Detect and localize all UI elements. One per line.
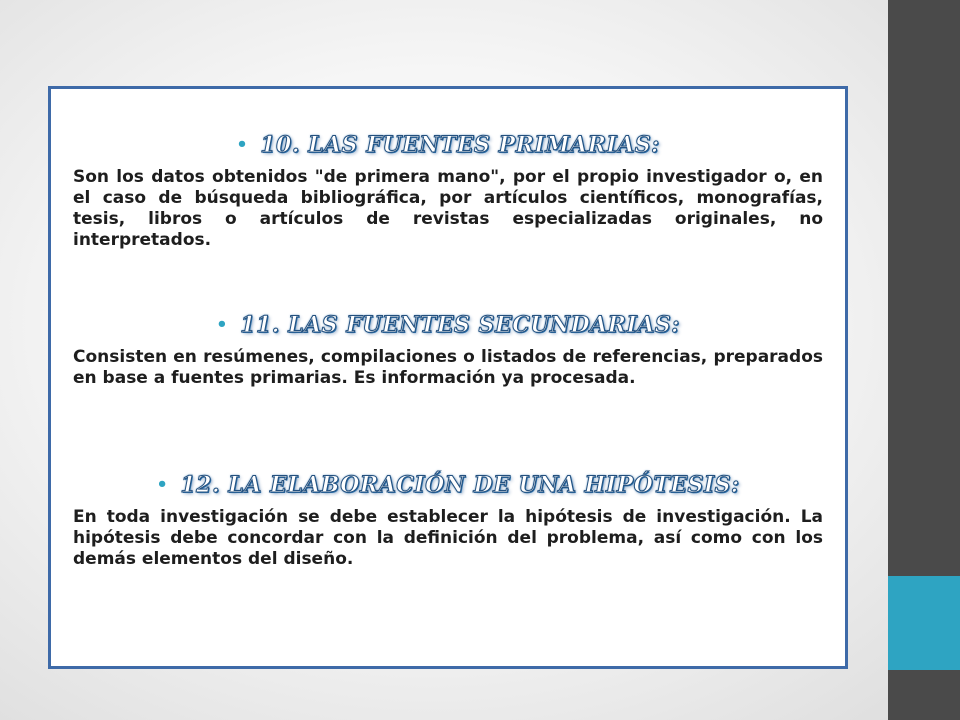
- section-heading-text: 12. LA ELABORACIÓN DE UNA HIPÓTESIS:: [180, 472, 740, 498]
- section-fuentes-secundarias: [73, 311, 823, 389]
- section-fuentes-primarias: [73, 131, 823, 251]
- bullet-icon: •: [156, 474, 169, 495]
- section-body: Son los datos obtenidos "de primera mano", por el propio investigador o, en el caso de búsqueda bibliográfica, por artículos científicos, monografías, tesis, libros o artículos de revistas especializadas originales, no interpretados.: [73, 167, 823, 250]
- section-heading: [73, 471, 823, 501]
- section-heading-text: 11. LAS FUENTES SECUNDARIAS:: [240, 312, 680, 338]
- section-elaboracion-hipotesis: [73, 471, 823, 570]
- content-box: [48, 86, 848, 669]
- bullet-icon: •: [216, 314, 229, 335]
- section-heading: [73, 131, 823, 161]
- section-body: Consisten en resúmenes, compilaciones o listados de referencias, preparados en base a fuentes primarias. Es información ya procesada.: [73, 347, 823, 388]
- section-heading-text: 10. LAS FUENTES PRIMARIAS:: [260, 132, 660, 158]
- section-body: En toda investigación se debe establecer la hipótesis de investigación. La hipótesis debe concordar con la definición del problema, así como con los demás elementos del diseño.: [73, 507, 823, 569]
- side-accent-block: [888, 576, 960, 670]
- bullet-icon: •: [236, 134, 249, 155]
- section-heading: [73, 311, 823, 341]
